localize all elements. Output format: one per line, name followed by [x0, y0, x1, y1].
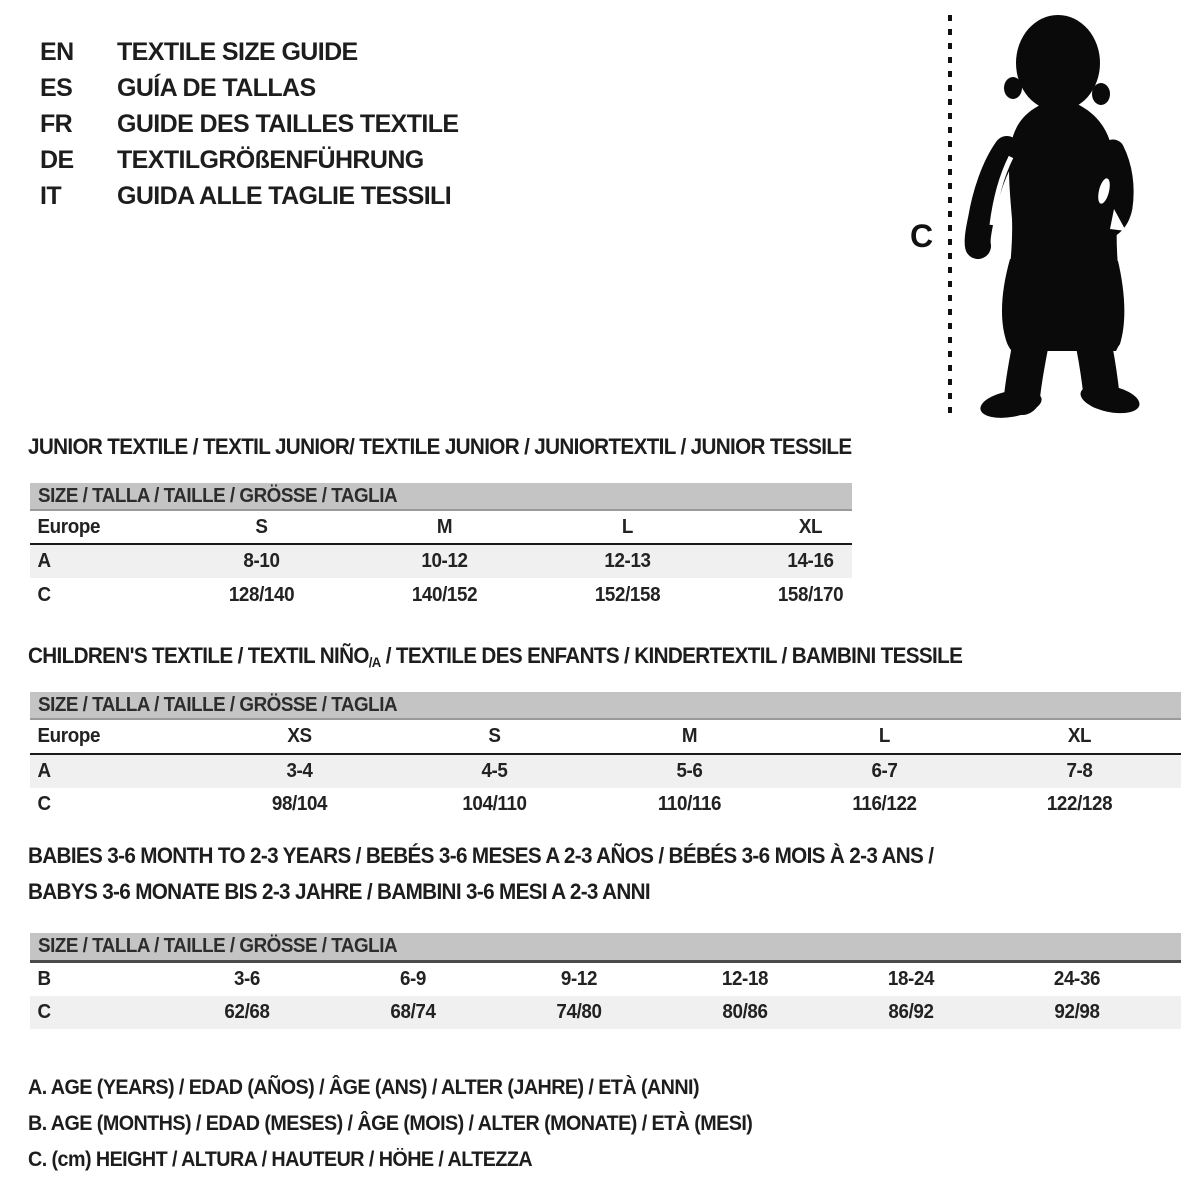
language-row-en	[40, 34, 459, 70]
age-cell: 3-4	[286, 760, 313, 782]
row-label: C	[37, 1001, 51, 1023]
size-cell: XL	[1067, 725, 1092, 747]
months-cell: 24-36	[1053, 968, 1101, 990]
language-row-fr	[40, 106, 459, 142]
height-cell: 152/158	[594, 583, 661, 606]
junior-section-title: JUNIOR TEXTILE / TEXTIL JUNIOR/ TEXTILE JUNIOR / JUNIORTEXTIL / JUNIOR TESSILE	[28, 434, 852, 459]
height-label-c: C	[910, 218, 934, 254]
height-cell: 140/152	[411, 583, 478, 606]
size-cell: L	[621, 515, 634, 538]
children-title-sub: /A	[368, 654, 381, 670]
size-header-label: SIZE / TALLA / TAILLE / GRÖSSE / TAGLIA	[38, 935, 398, 957]
height-cell: 104/110	[462, 793, 527, 815]
legend-line-a	[28, 1070, 799, 1106]
age-cell: 4-5	[481, 760, 508, 782]
legend	[28, 1070, 799, 1178]
row-label: C	[37, 793, 51, 815]
size-cell: L	[878, 725, 891, 747]
size-cell: XS	[287, 725, 312, 747]
language-title: GUIDE DES TAILLES TEXTILE	[117, 109, 459, 138]
children-title-post: / TEXTILE DES ENFANTS / KINDERTEXTIL / BAMBINI TESSILE	[380, 643, 963, 668]
language-row-it	[40, 178, 459, 214]
height-cell: 128/140	[228, 583, 295, 606]
babies-size-header-bar	[30, 933, 1181, 963]
children-size-header-bar	[30, 692, 1181, 720]
height-cell: 62/68	[224, 1001, 270, 1023]
legend-line-c	[28, 1142, 799, 1178]
size-header-label: SIZE / TALLA / TAILLE / GRÖSSE / TAGLIA	[38, 484, 398, 507]
children-age-row	[30, 755, 1181, 788]
children-title-pre: CHILDREN'S TEXTILE / TEXTIL NIÑO	[28, 643, 369, 668]
language-list	[40, 34, 459, 214]
size-cell: M	[681, 725, 698, 747]
language-code: DE	[40, 145, 74, 174]
language-code: FR	[40, 109, 73, 138]
height-cell: 68/74	[390, 1001, 436, 1023]
age-cell: 8-10	[243, 550, 280, 572]
babies-title-line2: BABYS 3-6 MONATE BIS 2-3 JAHRE / BAMBINI 3-6 MESI A 2-3 ANNI	[28, 879, 651, 904]
age-cell: 5-6	[676, 760, 703, 782]
size-header-label: SIZE / TALLA / TAILLE / GRÖSSE / TAGLIA	[38, 693, 398, 716]
language-row-es	[40, 70, 459, 106]
row-label: A	[37, 550, 51, 572]
row-label: C	[37, 583, 51, 606]
junior-europe-row	[30, 511, 852, 545]
age-cell: 14-16	[787, 550, 834, 572]
babies-size-table	[30, 933, 1181, 1029]
row-label: Europe	[37, 725, 101, 747]
height-cell: 122/128	[1046, 793, 1113, 815]
size-cell: M	[436, 515, 453, 538]
children-europe-row	[30, 720, 1181, 755]
size-cell: XL	[798, 515, 823, 538]
babies-height-row	[30, 996, 1181, 1029]
language-title: TEXTILGRÖßENFÜHRUNG	[117, 145, 424, 174]
children-height-row	[30, 788, 1181, 821]
baby-height-figure	[870, 5, 1170, 430]
row-label: B	[37, 968, 51, 990]
language-code: IT	[40, 181, 62, 210]
language-title: GUIDA ALLE TAGLIE TESSILI	[117, 181, 452, 210]
babies-title-line1: BABIES 3-6 MONTH TO 2-3 YEARS / BEBÉS 3-6 MESES A 2-3 AÑOS / BÉBÉS 3-6 MOIS À 2-3 ANS /	[28, 843, 934, 868]
language-code: EN	[40, 37, 74, 66]
junior-age-row	[30, 545, 852, 578]
language-row-de	[40, 142, 459, 178]
legend-text-c: C. (cm) HEIGHT / ALTURA / HAUTEUR / HÖHE / ALTEZZA	[28, 1148, 533, 1171]
height-cell: 98/104	[271, 793, 328, 815]
baby-silhouette	[978, 15, 1142, 422]
height-cell: 110/116	[657, 793, 722, 815]
junior-size-header-bar	[30, 483, 852, 511]
height-cell: 80/86	[722, 1001, 768, 1023]
months-cell: 9-12	[560, 968, 598, 990]
babies-months-row	[30, 963, 1181, 996]
legend-line-b	[28, 1106, 799, 1142]
age-cell: 6-7	[871, 760, 898, 782]
language-title: GUÍA DE TALLAS	[117, 73, 316, 102]
children-section-title	[28, 643, 962, 670]
babies-section-title	[28, 843, 991, 915]
row-label: Europe	[37, 515, 101, 538]
age-cell: 10-12	[421, 550, 468, 572]
age-cell: 12-13	[604, 550, 651, 572]
height-cell: 92/98	[1054, 1001, 1100, 1023]
height-cell: 86/92	[888, 1001, 934, 1023]
months-cell: 3-6	[233, 968, 261, 990]
legend-text-b: B. AGE (MONTHS) / EDAD (MESES) / ÂGE (MOIS) / ALTER (MONATE) / ETÀ (MESI)	[28, 1112, 753, 1135]
age-cell: 7-8	[1066, 760, 1093, 782]
months-cell: 12-18	[721, 968, 769, 990]
language-code: ES	[40, 73, 73, 102]
size-cell: S	[488, 725, 501, 747]
months-cell: 6-9	[399, 968, 427, 990]
height-cell: 158/170	[777, 583, 844, 606]
size-cell: S	[255, 515, 268, 538]
children-size-table	[30, 692, 1181, 821]
months-cell: 18-24	[887, 968, 935, 990]
height-cell: 74/80	[556, 1001, 602, 1023]
junior-size-table	[30, 483, 852, 612]
row-label: A	[37, 760, 51, 782]
junior-height-row	[30, 578, 852, 612]
legend-text-a: A. AGE (YEARS) / EDAD (AÑOS) / ÂGE (ANS) / ALTER (JAHRE) / ETÀ (ANNI)	[28, 1076, 699, 1099]
height-cell: 116/122	[852, 793, 917, 815]
language-title: TEXTILE SIZE GUIDE	[117, 37, 358, 66]
